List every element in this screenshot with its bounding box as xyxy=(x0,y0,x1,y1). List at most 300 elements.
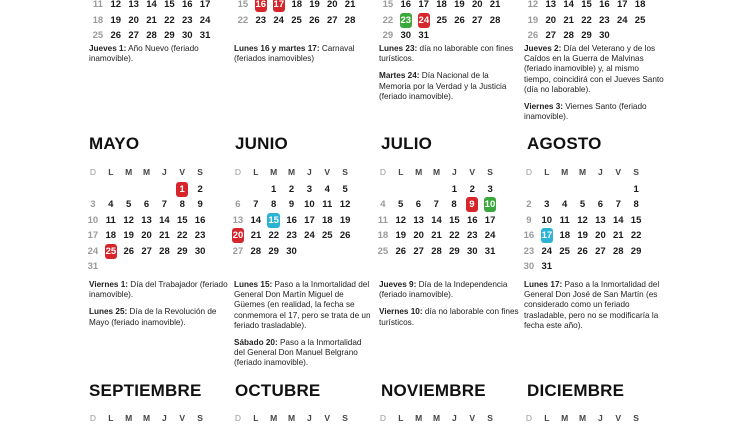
week-row xyxy=(520,228,645,244)
day-cell: 23 xyxy=(286,230,297,242)
weekday-label: M xyxy=(287,166,296,177)
weekday-label: D xyxy=(89,412,96,423)
day-cell: 2 xyxy=(197,183,203,195)
day-cell: 7 xyxy=(253,199,259,211)
day-cell: 15 xyxy=(382,0,394,11)
day-cell xyxy=(336,244,354,259)
holiday-note xyxy=(379,71,519,102)
weekday-label: M xyxy=(578,412,587,423)
day-cell: 25 xyxy=(634,14,646,26)
weekday-label: J xyxy=(598,412,603,423)
day-cell: 12 xyxy=(123,214,134,226)
weekday-label: M xyxy=(561,412,569,423)
week-row xyxy=(524,0,649,13)
day-cell: 14 xyxy=(612,214,624,226)
weekday-label: D xyxy=(379,166,386,177)
day-cell xyxy=(468,28,486,43)
calendar-grid-march xyxy=(379,0,504,44)
holiday-note xyxy=(89,44,229,64)
day-cell: 28 xyxy=(612,245,624,257)
day-cell: 23 xyxy=(523,245,535,257)
notes-march xyxy=(379,44,519,109)
holiday-note xyxy=(234,44,374,64)
day-cell: 25 xyxy=(92,30,104,42)
day-cell: 21 xyxy=(489,0,501,11)
weekday-label: M xyxy=(287,412,296,423)
week-row xyxy=(520,213,645,229)
day-cell: 12 xyxy=(577,214,588,226)
weekday-label: V xyxy=(469,166,476,177)
weekday-label: J xyxy=(307,412,312,423)
day-cell xyxy=(609,182,627,197)
day-cell: 30 xyxy=(599,30,610,42)
day-cell: 26 xyxy=(395,245,407,257)
day-cell: 24 xyxy=(87,245,99,257)
day-cell: 17 xyxy=(304,214,315,226)
day-cell: 18 xyxy=(291,0,303,11)
month-title-junio: JUNIO xyxy=(235,134,288,153)
week-row xyxy=(234,0,359,13)
holiday-note-date: Lunes 25: xyxy=(89,307,128,317)
day-cell: 17 xyxy=(87,230,99,242)
week-row xyxy=(520,259,645,275)
day-cell: 31 xyxy=(484,245,496,257)
day-cell: 29 xyxy=(630,245,642,257)
weekday-label: M xyxy=(432,166,441,177)
holiday-note-text: Viernes Santo (feriado inamovible). xyxy=(524,102,647,122)
day-cell: 31 xyxy=(87,261,99,273)
day-cell: 31 xyxy=(418,30,429,42)
day-cell: 7 xyxy=(615,199,621,211)
day-cell: 3 xyxy=(90,199,96,211)
day-cell: 22 xyxy=(237,14,249,26)
day-cell: 13 xyxy=(413,214,424,226)
week-row xyxy=(524,13,649,29)
calendar-grid-february xyxy=(234,0,359,28)
holiday-day-blue: 15 xyxy=(268,214,279,226)
week-row xyxy=(229,244,354,260)
weekday-label: D xyxy=(89,166,96,177)
holiday-note-text: Día del Trabajador (feriado inamovible). xyxy=(89,280,228,300)
weekday-header-row xyxy=(374,164,499,180)
holiday-note-date: Lunes 16 y martes 17: xyxy=(234,44,320,53)
day-cell xyxy=(102,259,120,274)
day-cell: 12 xyxy=(339,199,351,211)
day-cell xyxy=(574,182,592,197)
notes-mayo xyxy=(89,280,229,335)
day-cell: 20 xyxy=(545,14,557,26)
day-cell: 17 xyxy=(616,0,628,11)
day-cell: 6 xyxy=(415,199,422,211)
day-cell: 22 xyxy=(164,14,175,26)
weekday-label: J xyxy=(307,166,312,177)
day-cell xyxy=(392,182,410,197)
day-cell xyxy=(155,182,173,197)
holiday-day-red: 17 xyxy=(273,0,285,12)
day-cell: 27 xyxy=(595,245,606,257)
weekday-label: L xyxy=(108,412,114,423)
day-cell xyxy=(191,259,209,274)
day-cell: 23 xyxy=(466,230,478,242)
day-cell xyxy=(613,28,631,43)
week-row xyxy=(229,197,354,213)
day-cell xyxy=(591,259,609,274)
day-cell: 8 xyxy=(179,199,185,211)
day-cell xyxy=(173,259,191,274)
week-row xyxy=(84,213,209,229)
weekday-header-row xyxy=(84,164,209,180)
weekday-label: J xyxy=(598,166,603,177)
day-cell: 30 xyxy=(181,30,193,42)
day-cell: 5 xyxy=(342,183,348,195)
day-cell: 24 xyxy=(199,14,211,26)
holiday-note-date: Lunes 23: xyxy=(379,44,418,53)
day-cell: 5 xyxy=(126,199,132,211)
day-cell: 16 xyxy=(523,230,535,242)
holiday-day-red: 16 xyxy=(255,0,267,12)
day-cell: 18 xyxy=(92,14,104,26)
month-title-diciembre: DICIEMBRE xyxy=(527,381,625,400)
weekday-header-diciembre xyxy=(520,410,645,426)
day-cell: 21 xyxy=(563,14,574,26)
weekday-label: S xyxy=(342,166,348,177)
week-row xyxy=(84,228,209,244)
holiday-note xyxy=(379,280,519,300)
week-row xyxy=(229,182,354,198)
day-cell xyxy=(410,182,428,197)
day-cell xyxy=(631,28,649,43)
weekday-header-septiembre xyxy=(84,410,209,426)
day-cell: 6 xyxy=(235,199,241,211)
weekday-label: L xyxy=(108,166,114,177)
day-cell: 19 xyxy=(110,14,122,26)
day-cell: 28 xyxy=(250,245,262,257)
weekday-label: M xyxy=(578,166,587,177)
day-cell: 27 xyxy=(128,30,139,42)
day-cell: 9 xyxy=(288,199,295,211)
day-cell xyxy=(538,182,556,197)
holiday-note xyxy=(524,102,664,122)
day-cell: 1 xyxy=(271,183,277,195)
day-cell: 23 xyxy=(181,14,193,26)
day-cell: 22 xyxy=(630,230,642,242)
day-cell: 15 xyxy=(449,214,460,226)
calendar-grid-mayo xyxy=(84,164,209,275)
day-cell: 30 xyxy=(194,245,206,257)
weekday-header-row xyxy=(229,410,354,426)
day-cell: 8 xyxy=(451,199,457,211)
weekday-label: S xyxy=(342,412,348,423)
day-cell: 26 xyxy=(339,230,351,242)
holiday-note xyxy=(524,44,664,95)
day-cell xyxy=(556,182,574,197)
day-cell: 12 xyxy=(110,0,122,11)
weekday-label: J xyxy=(452,166,457,177)
weekday-label: S xyxy=(633,412,639,423)
day-cell: 24 xyxy=(273,14,284,26)
week-row xyxy=(84,259,209,275)
day-cell: 6 xyxy=(143,199,150,211)
week-row xyxy=(379,13,504,29)
weekday-header-noviembre xyxy=(374,410,499,426)
day-cell: 24 xyxy=(616,14,628,26)
weekday-label: M xyxy=(125,166,133,177)
day-cell: 15 xyxy=(581,0,592,11)
day-cell xyxy=(102,182,120,197)
day-cell: 4 xyxy=(380,199,386,211)
day-cell xyxy=(486,28,504,43)
day-cell: 22 xyxy=(382,14,394,26)
day-cell xyxy=(574,259,592,274)
day-cell: 27 xyxy=(472,14,483,26)
day-cell: 15 xyxy=(630,214,642,226)
day-cell: 13 xyxy=(232,214,244,226)
day-cell: 13 xyxy=(595,214,606,226)
day-cell: 31 xyxy=(199,30,211,42)
weekday-label: M xyxy=(142,166,151,177)
week-row xyxy=(520,244,645,260)
day-cell xyxy=(120,182,138,197)
month-title-agosto: AGOSTO xyxy=(527,134,602,153)
day-cell: 4 xyxy=(562,199,568,211)
day-cell xyxy=(138,259,156,274)
day-cell: 2 xyxy=(469,183,475,195)
day-cell: 1 xyxy=(633,183,639,195)
day-cell: 20 xyxy=(128,14,139,26)
day-cell: 26 xyxy=(454,14,465,26)
day-cell: 3 xyxy=(544,199,550,211)
month-title-octubre: OCTUBRE xyxy=(235,381,321,400)
holiday-day-red: 20 xyxy=(232,230,244,242)
day-cell xyxy=(155,259,173,274)
week-row xyxy=(379,28,504,44)
day-cell: 17 xyxy=(199,0,211,11)
holiday-note-text: Día del Veterano y de los Caídos en la Guerra de Malvinas (feriado inamovible) y, al mismo tiempo, coincidirá con el Jueves Santo (día no laborable). xyxy=(524,44,664,94)
holiday-day-blue: 17 xyxy=(541,230,553,242)
weekday-label: M xyxy=(270,412,278,423)
weekday-label: L xyxy=(398,412,404,423)
day-cell xyxy=(300,244,318,259)
weekday-header-octubre xyxy=(229,410,354,426)
day-cell: 5 xyxy=(579,199,586,211)
weekday-label: V xyxy=(615,166,622,177)
weekday-label: D xyxy=(379,412,386,423)
holiday-note xyxy=(524,280,664,331)
day-cell: 24 xyxy=(304,230,315,242)
day-cell: 7 xyxy=(161,199,168,211)
holiday-note-text: Paso a la Inmortalidad del General Don Manuel Belgrano (feriado inamovible). xyxy=(234,338,362,368)
day-cell: 26 xyxy=(577,245,588,257)
day-cell xyxy=(609,259,627,274)
day-cell: 18 xyxy=(105,230,117,242)
weekday-label: V xyxy=(179,412,186,423)
day-cell: 28 xyxy=(489,14,501,26)
weekday-header-row xyxy=(520,164,645,180)
day-cell: 25 xyxy=(291,14,302,26)
day-cell xyxy=(374,182,392,197)
day-cell: 22 xyxy=(449,230,460,242)
day-cell: 27 xyxy=(413,245,424,257)
weekday-label: M xyxy=(432,412,441,423)
holiday-note-text: Carnaval (feriados inamovibles) xyxy=(234,44,355,64)
day-cell: 21 xyxy=(250,230,262,242)
day-cell: 11 xyxy=(559,214,570,226)
day-cell: 22 xyxy=(581,14,592,26)
holiday-note-text: Paso a la Inmortalidad del General Don Martín Miguel de Güemes (en realidad, la fecha se conmemora el 17, pero se trata de un feriado trasladable). xyxy=(234,280,371,330)
weekday-label: M xyxy=(142,412,151,423)
weekday-label: L xyxy=(253,166,259,177)
day-cell: 9 xyxy=(526,214,532,226)
day-cell: 11 xyxy=(377,214,388,226)
day-cell: 19 xyxy=(527,14,539,26)
day-cell: 4 xyxy=(108,199,114,211)
holiday-note xyxy=(89,280,229,300)
day-cell: 28 xyxy=(431,245,442,257)
day-cell: 11 xyxy=(105,214,116,226)
day-cell: 4 xyxy=(324,183,330,195)
day-cell: 14 xyxy=(563,0,574,11)
day-cell: 25 xyxy=(322,230,333,242)
day-cell: 18 xyxy=(322,214,333,226)
holiday-note-date: Viernes 3: xyxy=(524,102,563,112)
holiday-note-date: Jueves 2: xyxy=(524,44,562,53)
week-row xyxy=(229,228,354,244)
holiday-note-text: Día Nacional de la Memoria por la Verdad y la Justicia (feriado inamovible). xyxy=(379,71,507,101)
day-cell: 24 xyxy=(484,230,496,242)
weekday-header-row xyxy=(229,164,354,180)
day-cell xyxy=(318,244,336,259)
day-cell: 30 xyxy=(286,245,297,257)
day-cell: 16 xyxy=(194,214,206,226)
weekday-label: M xyxy=(561,166,569,177)
week-row xyxy=(374,244,499,260)
day-cell: 27 xyxy=(141,245,152,257)
week-row xyxy=(234,13,359,29)
day-cell xyxy=(450,28,468,43)
day-cell xyxy=(556,259,574,274)
weekday-label: J xyxy=(162,166,167,177)
weekday-label: L xyxy=(398,166,404,177)
day-cell: 31 xyxy=(541,261,553,273)
holiday-note-date: Viernes 10: xyxy=(379,307,423,317)
day-cell xyxy=(247,182,265,197)
holiday-note-text: Día de la Independencia (feriado inamovible). xyxy=(379,280,508,300)
day-cell: 26 xyxy=(123,245,135,257)
calendar-grid-january xyxy=(89,0,214,44)
week-row xyxy=(84,182,209,198)
day-cell: 19 xyxy=(309,0,320,11)
notes-junio xyxy=(234,280,374,376)
holiday-note xyxy=(89,307,229,327)
weekday-header-row xyxy=(374,410,499,426)
day-cell: 25 xyxy=(559,245,570,257)
day-cell: 21 xyxy=(613,230,624,242)
weekday-label: J xyxy=(162,412,167,423)
day-cell: 28 xyxy=(146,30,157,42)
day-cell: 1 xyxy=(451,183,458,195)
weekday-label: D xyxy=(525,412,532,423)
day-cell: 19 xyxy=(123,230,134,242)
day-cell: 29 xyxy=(177,245,188,257)
calendar-grid-junio xyxy=(229,164,354,259)
day-cell: 20 xyxy=(595,230,606,242)
notes-april xyxy=(524,44,664,129)
day-cell: 16 xyxy=(599,0,610,11)
day-cell: 13 xyxy=(141,214,152,226)
day-cell: 28 xyxy=(344,14,356,26)
week-row xyxy=(520,197,645,213)
day-cell: 15 xyxy=(164,0,175,11)
day-cell xyxy=(84,182,102,197)
month-title-julio: JULIO xyxy=(381,134,433,153)
day-cell: 26 xyxy=(527,30,539,42)
month-title-noviembre: NOVIEMBRE xyxy=(381,381,486,400)
weekday-label: S xyxy=(197,166,203,177)
holiday-note xyxy=(379,44,519,64)
day-cell: 19 xyxy=(454,0,465,11)
day-cell: 14 xyxy=(431,214,442,226)
day-cell: 19 xyxy=(339,214,351,226)
weekday-label: L xyxy=(544,412,550,423)
day-cell: 30 xyxy=(466,245,478,257)
day-cell: 6 xyxy=(597,199,604,211)
day-cell: 10 xyxy=(541,214,553,226)
weekday-header-row xyxy=(520,410,645,426)
weekday-label: M xyxy=(270,166,278,177)
day-cell: 13 xyxy=(545,0,557,11)
day-cell: 27 xyxy=(232,245,244,257)
week-row xyxy=(374,228,499,244)
day-cell: 8 xyxy=(271,199,277,211)
day-cell: 21 xyxy=(344,0,356,11)
day-cell: 7 xyxy=(433,199,439,211)
weekday-label: L xyxy=(253,412,259,423)
day-cell: 20 xyxy=(327,0,338,11)
day-cell: 28 xyxy=(159,245,170,257)
holiday-day-red: 9 xyxy=(466,197,478,212)
day-cell: 29 xyxy=(449,245,460,257)
holiday-day-red: 1 xyxy=(176,182,188,197)
weekday-header-row xyxy=(84,410,209,426)
holiday-day-red: 24 xyxy=(418,14,430,26)
holiday-note xyxy=(234,280,374,331)
day-cell: 9 xyxy=(197,199,203,211)
day-cell xyxy=(433,28,451,43)
week-row xyxy=(84,244,209,260)
holiday-note-text: Paso a la Inmortalidad del General Don José de San Martín (es considerado como un feriado trasladable, pero no se modificaría la fecha este año). xyxy=(524,280,660,330)
day-cell xyxy=(591,182,609,197)
day-cell xyxy=(137,182,155,197)
holiday-note-date: Jueves 9: xyxy=(379,280,417,289)
weekday-label: V xyxy=(615,412,622,423)
day-cell: 29 xyxy=(382,30,394,42)
day-cell: 19 xyxy=(395,230,407,242)
notes-january xyxy=(89,44,229,71)
day-cell: 8 xyxy=(633,199,639,211)
holiday-note-date: Viernes 1: xyxy=(89,280,128,289)
weekday-label: M xyxy=(415,166,423,177)
day-cell: 16 xyxy=(466,214,478,226)
day-cell: 16 xyxy=(286,214,297,226)
weekday-label: M xyxy=(415,412,423,423)
calendar-grid-julio xyxy=(374,164,499,259)
day-cell: 25 xyxy=(377,245,389,257)
month-title-mayo: MAYO xyxy=(89,134,140,153)
day-cell: 18 xyxy=(634,0,646,11)
day-cell: 5 xyxy=(398,199,404,211)
day-cell: 30 xyxy=(400,30,412,42)
holiday-note-date: Sábado 20: xyxy=(234,338,278,348)
